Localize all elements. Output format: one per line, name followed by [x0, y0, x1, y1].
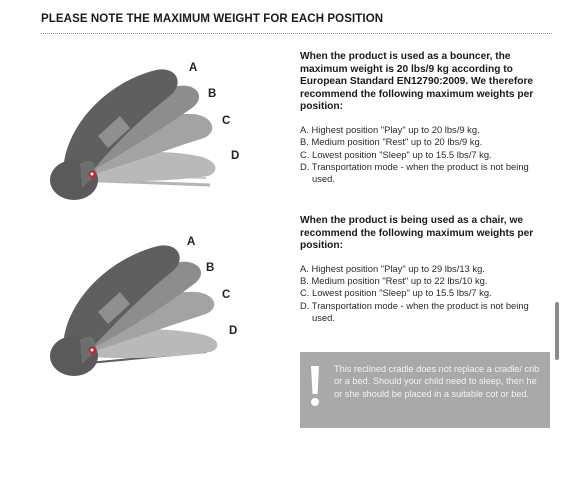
bouncer-positions-illustration [38, 52, 273, 227]
label-c-bouncer: C [222, 115, 231, 127]
list-item: A. Highest position "Play" up to 29 lbs/13 kg. [300, 262, 485, 274]
list-item: C. Lowest position "Sleep" up to 15.5 lbs/7 kg. [300, 287, 492, 299]
label-b-chair: B [206, 262, 215, 274]
chair-section [300, 215, 550, 324]
scrollbar[interactable] [555, 302, 559, 360]
warning-text: This reclined cradle does not replace a cradle/ crib or a bed. Should your child need to sleep, then he or she should be placed in a suitable cot or bed. [334, 364, 540, 399]
bouncer-heading: When the product is used as a bouncer, the maximum weight is 20 lbs/9 kg according to European Standard EN12790:2009. We therefore recommend the following maximum weights per position: [300, 51, 534, 113]
label-c-chair: C [222, 289, 231, 301]
list-item: B. Medium position "Rest" up to 20 lbs/9 kg. [300, 136, 483, 148]
list-item: B. Medium position "Rest" up to 22 lbs/10 kg. [300, 275, 488, 287]
chair-heading: When the product is being used as a chair, we recommend the following maximum weights per position: [300, 215, 534, 252]
list-item: D. Transportation mode - when the product is not being used. [300, 299, 529, 323]
title-divider [41, 33, 552, 34]
label-d-chair: D [229, 325, 238, 337]
label-a-bouncer: A [189, 62, 198, 74]
label-a-chair: A [187, 236, 196, 248]
label-b-bouncer: B [208, 88, 217, 100]
list-item: C. Lowest position "Sleep" up to 15.5 lbs/7 kg. [300, 148, 492, 160]
page-title: PLEASE NOTE THE MAXIMUM WEIGHT FOR EACH POSITION [41, 13, 384, 25]
label-d-bouncer: D [231, 150, 240, 162]
list-item: D. Transportation mode - when the product is not being used. [300, 160, 529, 185]
chair-position-list [300, 263, 550, 324]
list-item: A. Highest position "Play" up to 20 lbs/9 kg. [300, 123, 480, 135]
bouncer-section [300, 51, 550, 185]
warning-box [300, 352, 550, 428]
bouncer-position-list [300, 124, 550, 185]
exclamation-icon [308, 364, 322, 408]
chair-positions-illustration [38, 232, 273, 407]
